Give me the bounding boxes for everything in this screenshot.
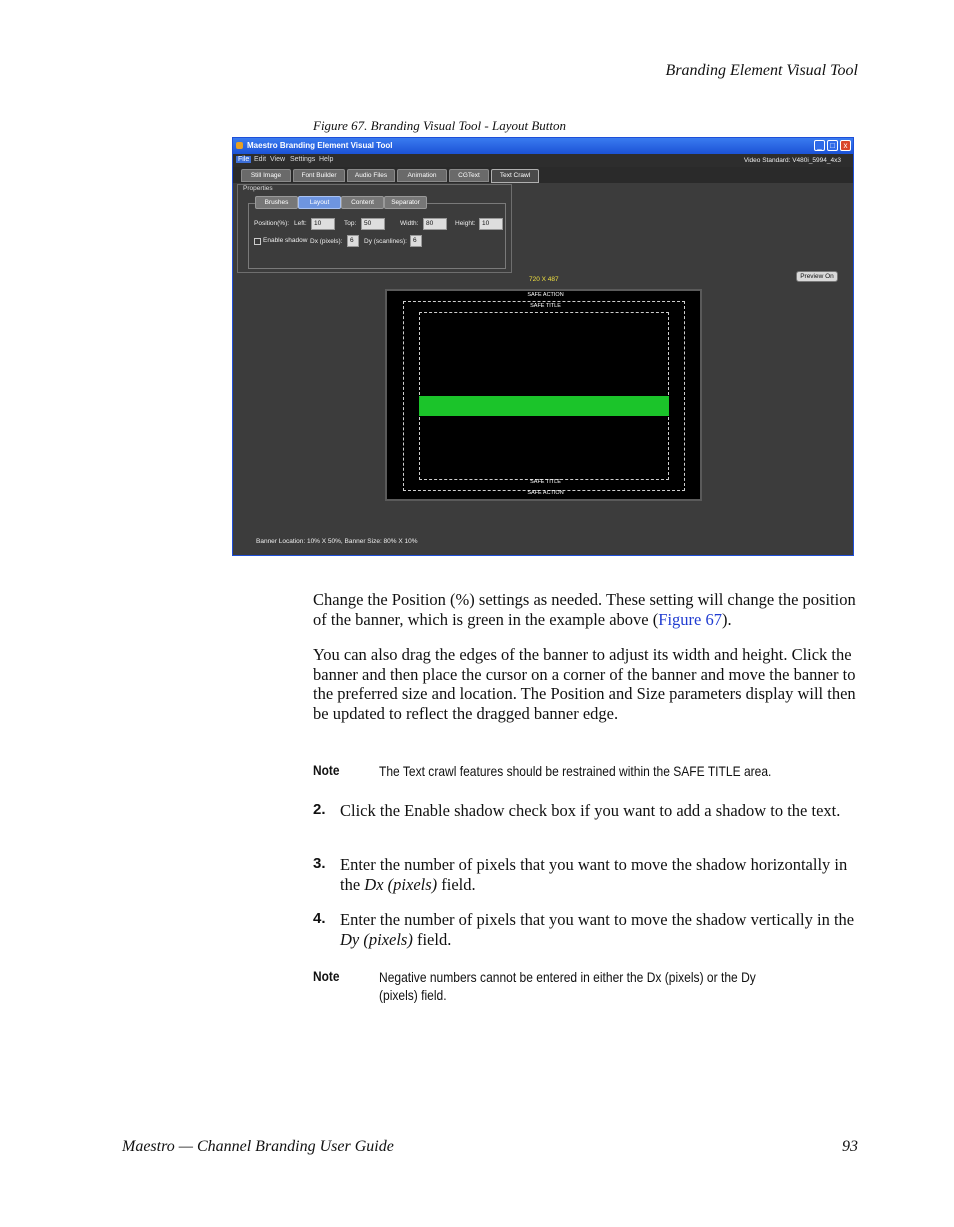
menu-settings[interactable]: Settings — [290, 156, 316, 163]
paragraph-position-settings — [313, 590, 858, 629]
dy-label: Dy (scanlines): — [364, 238, 407, 245]
menu-edit[interactable]: Edit — [254, 156, 267, 163]
maximize-button[interactable]: □ — [827, 140, 838, 151]
close-button[interactable]: x — [840, 140, 851, 151]
figure-caption: Figure 67. Branding Visual Tool - Layout Button — [313, 118, 567, 133]
figure-67-link[interactable]: Figure 67 — [658, 609, 722, 629]
step-4-text-b: field. — [412, 929, 452, 949]
width-input[interactable]: 80 — [423, 218, 447, 230]
window-title: Maestro Branding Element Visual Tool — [247, 141, 393, 150]
note-2-line-1: Negative numbers cannot be entered in either the Dx (pixels) or the Dy — [379, 969, 756, 985]
top-input[interactable]: 50 — [361, 218, 385, 230]
dy-input[interactable]: 6 — [410, 235, 422, 247]
tab-text-crawl[interactable]: Text Crawl — [491, 169, 539, 183]
step-2-number: 2. — [313, 801, 326, 818]
step-3-text — [340, 855, 858, 894]
step-3-emphasis: Dx (pixels) — [364, 874, 438, 894]
step-4-text-a: Enter the number of pixels that you want to move the shadow vertically in the — [340, 910, 855, 929]
step-4-emphasis: Dy (pixels) — [340, 929, 413, 949]
step-3-text-a: Enter the number of pixels that you want to move the shadow horizontally in the — [340, 855, 848, 894]
menu-file[interactable]: File — [238, 156, 250, 163]
menu-bar — [233, 154, 853, 167]
tab-cgtext[interactable]: CGText — [449, 169, 489, 182]
tab-still-image[interactable]: Still Image — [241, 169, 291, 182]
safe-title-bottom-label: SAFE TITLE — [530, 479, 561, 485]
note-text: The Text crawl features should be restrained within the SAFE TITLE area. — [379, 763, 772, 779]
left-label: Left: — [294, 220, 307, 227]
properties-label: Properties — [243, 185, 273, 192]
width-label: Width: — [400, 220, 419, 227]
subtab-content[interactable]: Content — [341, 196, 384, 209]
step-2-text: Click the Enable shadow check box if you want to add a shadow to the text. — [340, 801, 841, 820]
footer-title: Maestro — Channel Branding User Guide — [122, 1138, 394, 1155]
safe-title-top-label: SAFE TITLE — [530, 303, 561, 309]
safe-action-top-label: SAFE ACTION — [527, 292, 564, 298]
tab-audio-files[interactable]: Audio Files — [347, 169, 395, 182]
window-titlebar — [233, 138, 853, 154]
tab-bar — [233, 167, 853, 183]
note-2-label: Note — [313, 968, 340, 984]
step-3-text-b: field. — [437, 874, 476, 894]
preview-on-button[interactable]: Preview On — [796, 271, 838, 282]
enable-shadow-label: Enable shadow — [263, 237, 308, 244]
running-header: Branding Element Visual Tool — [665, 62, 858, 79]
page-number: 93 — [842, 1138, 858, 1155]
dx-input[interactable]: 6 — [347, 235, 359, 247]
top-label: Top: — [344, 220, 357, 227]
note-label: Note — [313, 762, 340, 778]
video-standard: Video Standard: V480i_5994_4x3 — [743, 157, 841, 164]
tab-font-builder[interactable]: Font Builder — [293, 169, 345, 182]
note-2-line-2: (pixels) field. — [379, 987, 447, 1003]
paragraph-text: Change the Position (%) settings as needed. These setting will change the position of the banner, which is green in the example above ( — [313, 590, 856, 629]
minimize-button[interactable]: _ — [814, 140, 825, 151]
preview-canvas — [385, 289, 702, 501]
crawl-banner[interactable] — [419, 396, 669, 416]
dx-label: Dx (pixels): — [310, 238, 343, 245]
resolution-label: 720 X 487 — [529, 276, 559, 283]
step-4-text — [340, 910, 858, 949]
tab-animation[interactable]: Animation — [397, 169, 447, 182]
safe-action-bottom-label: SAFE ACTION — [527, 490, 564, 496]
app-screenshot — [232, 137, 854, 556]
subtab-brushes[interactable]: Brushes — [255, 196, 298, 209]
position-label: Position(%): — [254, 220, 290, 227]
menu-help[interactable]: Help — [319, 156, 334, 163]
app-icon — [236, 142, 243, 149]
subtab-layout[interactable]: Layout — [298, 196, 341, 209]
left-input[interactable]: 10 — [311, 218, 335, 230]
enable-shadow-checkbox[interactable] — [254, 238, 261, 245]
properties-group-box — [248, 203, 506, 269]
menu-view[interactable]: View — [270, 156, 286, 163]
paragraph-drag-edges: You can also drag the edges of the banner to adjust its width and height. Click the banner and then place the cursor on a corner of the banner and move the banner to the preferred size and location. The Position and Size parameters display will then be updated to reflect the dragged banner edge. — [313, 645, 856, 723]
status-bar-text: Banner Location: 10% X 50%, Banner Size: 80% X 10% — [256, 538, 418, 545]
subtab-separator[interactable]: Separator — [384, 196, 427, 209]
step-4-number: 4. — [313, 910, 326, 927]
height-input[interactable]: 10 — [479, 218, 503, 230]
height-label: Height: — [455, 220, 476, 227]
step-3-number: 3. — [313, 855, 326, 872]
paragraph-text-end: ). — [721, 609, 732, 629]
